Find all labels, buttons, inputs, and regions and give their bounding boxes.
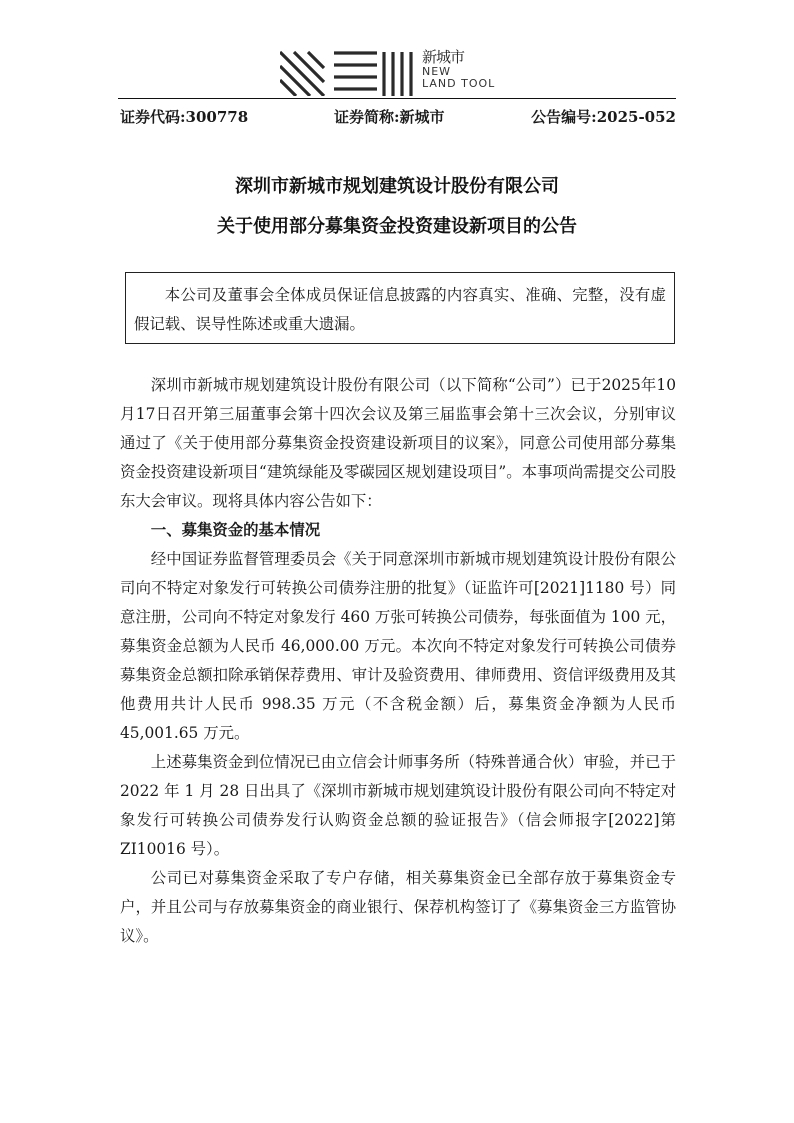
- announcement-meta: [120, 106, 676, 126]
- disclosure-notice-box: [125, 272, 675, 344]
- logo-brand-en-line1: NEW: [422, 65, 452, 78]
- disclosure-notice-text: 本公司及董事会全体成员保证信息披露的内容真实、准确、完整，没有虚假记载、误导性陈述或重大遗漏。: [134, 286, 666, 333]
- company-logo: [280, 50, 520, 96]
- header-divider: [118, 98, 676, 99]
- verification-paragraph: 上述募集资金到位情况已由立信会计师事务所（特殊普通合伙）审验，并已于 2022 年 1 月 28 日出具了《深圳市新城市规划建筑设计股份有限公司向不特定对象发行可转换公司债券发行认购资金总额的验证报告》（信会师报字[2022]第ZI10016 号）。: [120, 753, 676, 858]
- intro-paragraph: 深圳市新城市规划建筑设计股份有限公司（以下简称“公司”）已于2025年10月17日召开第三届董事会第十四次会议及第三届监事会第十三次会议，分别审议通过了《关于使用部分募集资金投资建设新项目的议案》，同意公司使用部分募集资金投资建设新项目“建筑绿能及零碳园区规划建设项目”。本事项尚需提交公司股东大会审议。现将具体内容公告如下：: [120, 376, 676, 510]
- section-heading-1: 一、募集资金的基本情况: [150, 521, 321, 539]
- fund-basics-paragraph: 经中国证券监督管理委员会《关于同意深圳市新城市规划建筑设计股份有限公司向不特定对象发行可转换公司债券注册的批复》（证监许可[2021]1180 号）同意注册，公司向不特定对象发行 460 万张可转换公司债券，每张面值为 100 元，募集资金总额为人民币 46,000.00 万元。本次向不特定对象发行可转换公司债券募集资金总额扣除承销保荐费用、审计及验资费用、律师费用、资信评级费用及其他费用共计人民币 998.35 万元（不含税金额）后，募集资金净额为人民币 45,001.65 万元。: [120, 550, 676, 742]
- logo-text: [422, 50, 495, 89]
- custody-paragraph: 公司已对募集资金采取了专户存储，相关募集资金已全部存放于募集资金专户，并且公司与存放募集资金的商业银行、保荐机构签订了《募集资金三方监管协议》。: [120, 869, 676, 945]
- logo-mark-icon: [280, 50, 420, 96]
- logo-brand-en-line2: LAND TOOL: [422, 77, 496, 90]
- security-code: 证券代码:300778: [120, 108, 249, 126]
- announcement-subject-title: 关于使用部分募集资金投资建设新项目的公告: [217, 216, 577, 237]
- announcement-number: 公告编号:2025-052: [531, 108, 676, 126]
- logo-brand-cn: 新城市: [422, 48, 465, 66]
- announcement-body: [120, 371, 676, 951]
- company-name-title: 深圳市新城市规划建筑设计股份有限公司: [235, 176, 559, 197]
- security-abbreviation: 证券简称:新城市: [334, 108, 445, 126]
